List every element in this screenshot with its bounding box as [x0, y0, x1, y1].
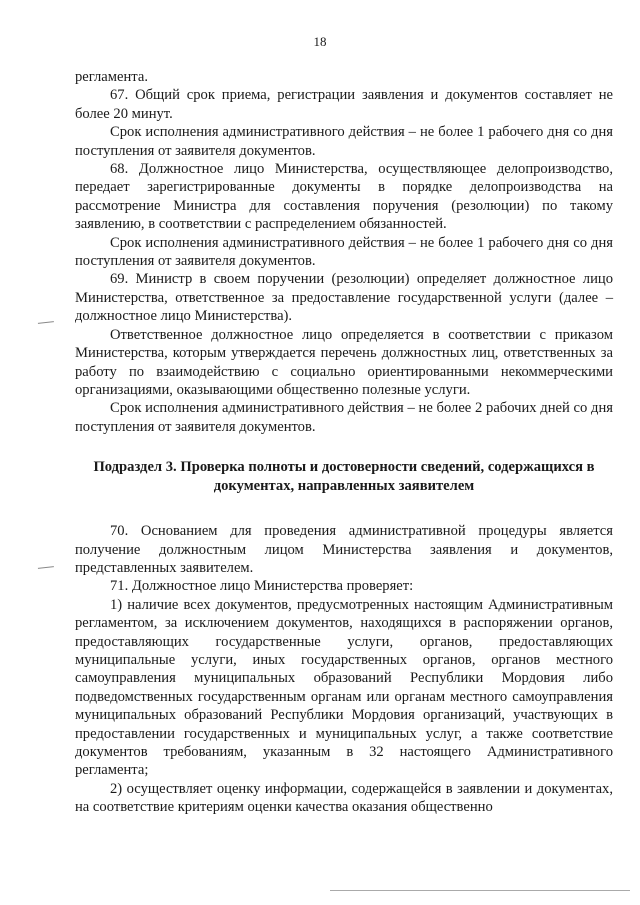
paragraph: 67. Общий срок приема, регистрации заявления и документов составляет не более 20 минут. — [75, 87, 613, 122]
list-item: 1) наличие всех документов, предусмотренных настоящим Административным регламентом, за исключением документов, находящихся в распоряжении органов, предоставляющих государственные услуги, органов, предоставляющих муниципальные услуги, иных государственных органов, органов местного самоуправления муниципальных образований Республики Мордовия либо подведомственных государственным органам или органам местного самоуправления муниципальных образований Республики Мордовия организаций, участвующих в предоставлении государственных и муниципальных услуг, а также соответствие документов требованиям, указанным в 32 настоящего Административного регламента; — [75, 596, 613, 779]
paragraph: 68. Должностное лицо Министерства, осуществляющее делопроизводство, передает зарегистрированные документы в порядке делопроизводства на рассмотрение Министра для составления поручения (резолюции) по такому заявлению, в соответствии с распределением обязанностей. — [75, 161, 613, 233]
paragraph: 71. Должностное лицо Министерства проверяет: — [110, 578, 414, 595]
page-number: 18 — [313, 34, 327, 49]
paragraph: регламента. — [75, 69, 148, 85]
footer-rule — [330, 890, 630, 891]
paragraph: Ответственное должностное лицо определяется в соответствии с приказом Министерства, которым утверждается перечень должностных лиц, ответственных за работу по взаимодействию с социально ориентированными некоммерческими организациями, оказывающими общественно полезные услуги. — [75, 326, 613, 398]
paragraph: Срок исполнения административного действия – не более 1 рабочего дня со дня поступления от заявителя документов. — [75, 124, 613, 159]
list-item: 2) осуществляет оценку информации, содержащейся в заявлении и документах, на соответствие критериям оценки качества оказания общественно — [75, 780, 613, 816]
document-body — [75, 68, 613, 817]
paragraph: Срок исполнения административного действия – не более 1 рабочего дня со дня поступления от заявителя документов. — [75, 234, 613, 270]
margin-mark — [38, 321, 54, 326]
margin-mark — [38, 566, 54, 571]
paragraph: 69. Министр в своем поручении (резолюции) определяет должностное лицо Министерства, ответственное за предоставление государственной услуги (далее – должностное лицо Министерства). — [75, 271, 613, 325]
section-heading: Подраздел 3. Проверка полноты и достоверности сведений, содержащихся в документах, направленных заявителем — [93, 459, 595, 495]
paragraph: 70. Основанием для проведения административной процедуры является получение должностным лицом Министерства заявления и документов, представленных заявителем. — [75, 523, 613, 576]
paragraph: Срок исполнения административного действия – не более 2 рабочих дней со дня поступления от заявителя документов. — [75, 400, 613, 435]
